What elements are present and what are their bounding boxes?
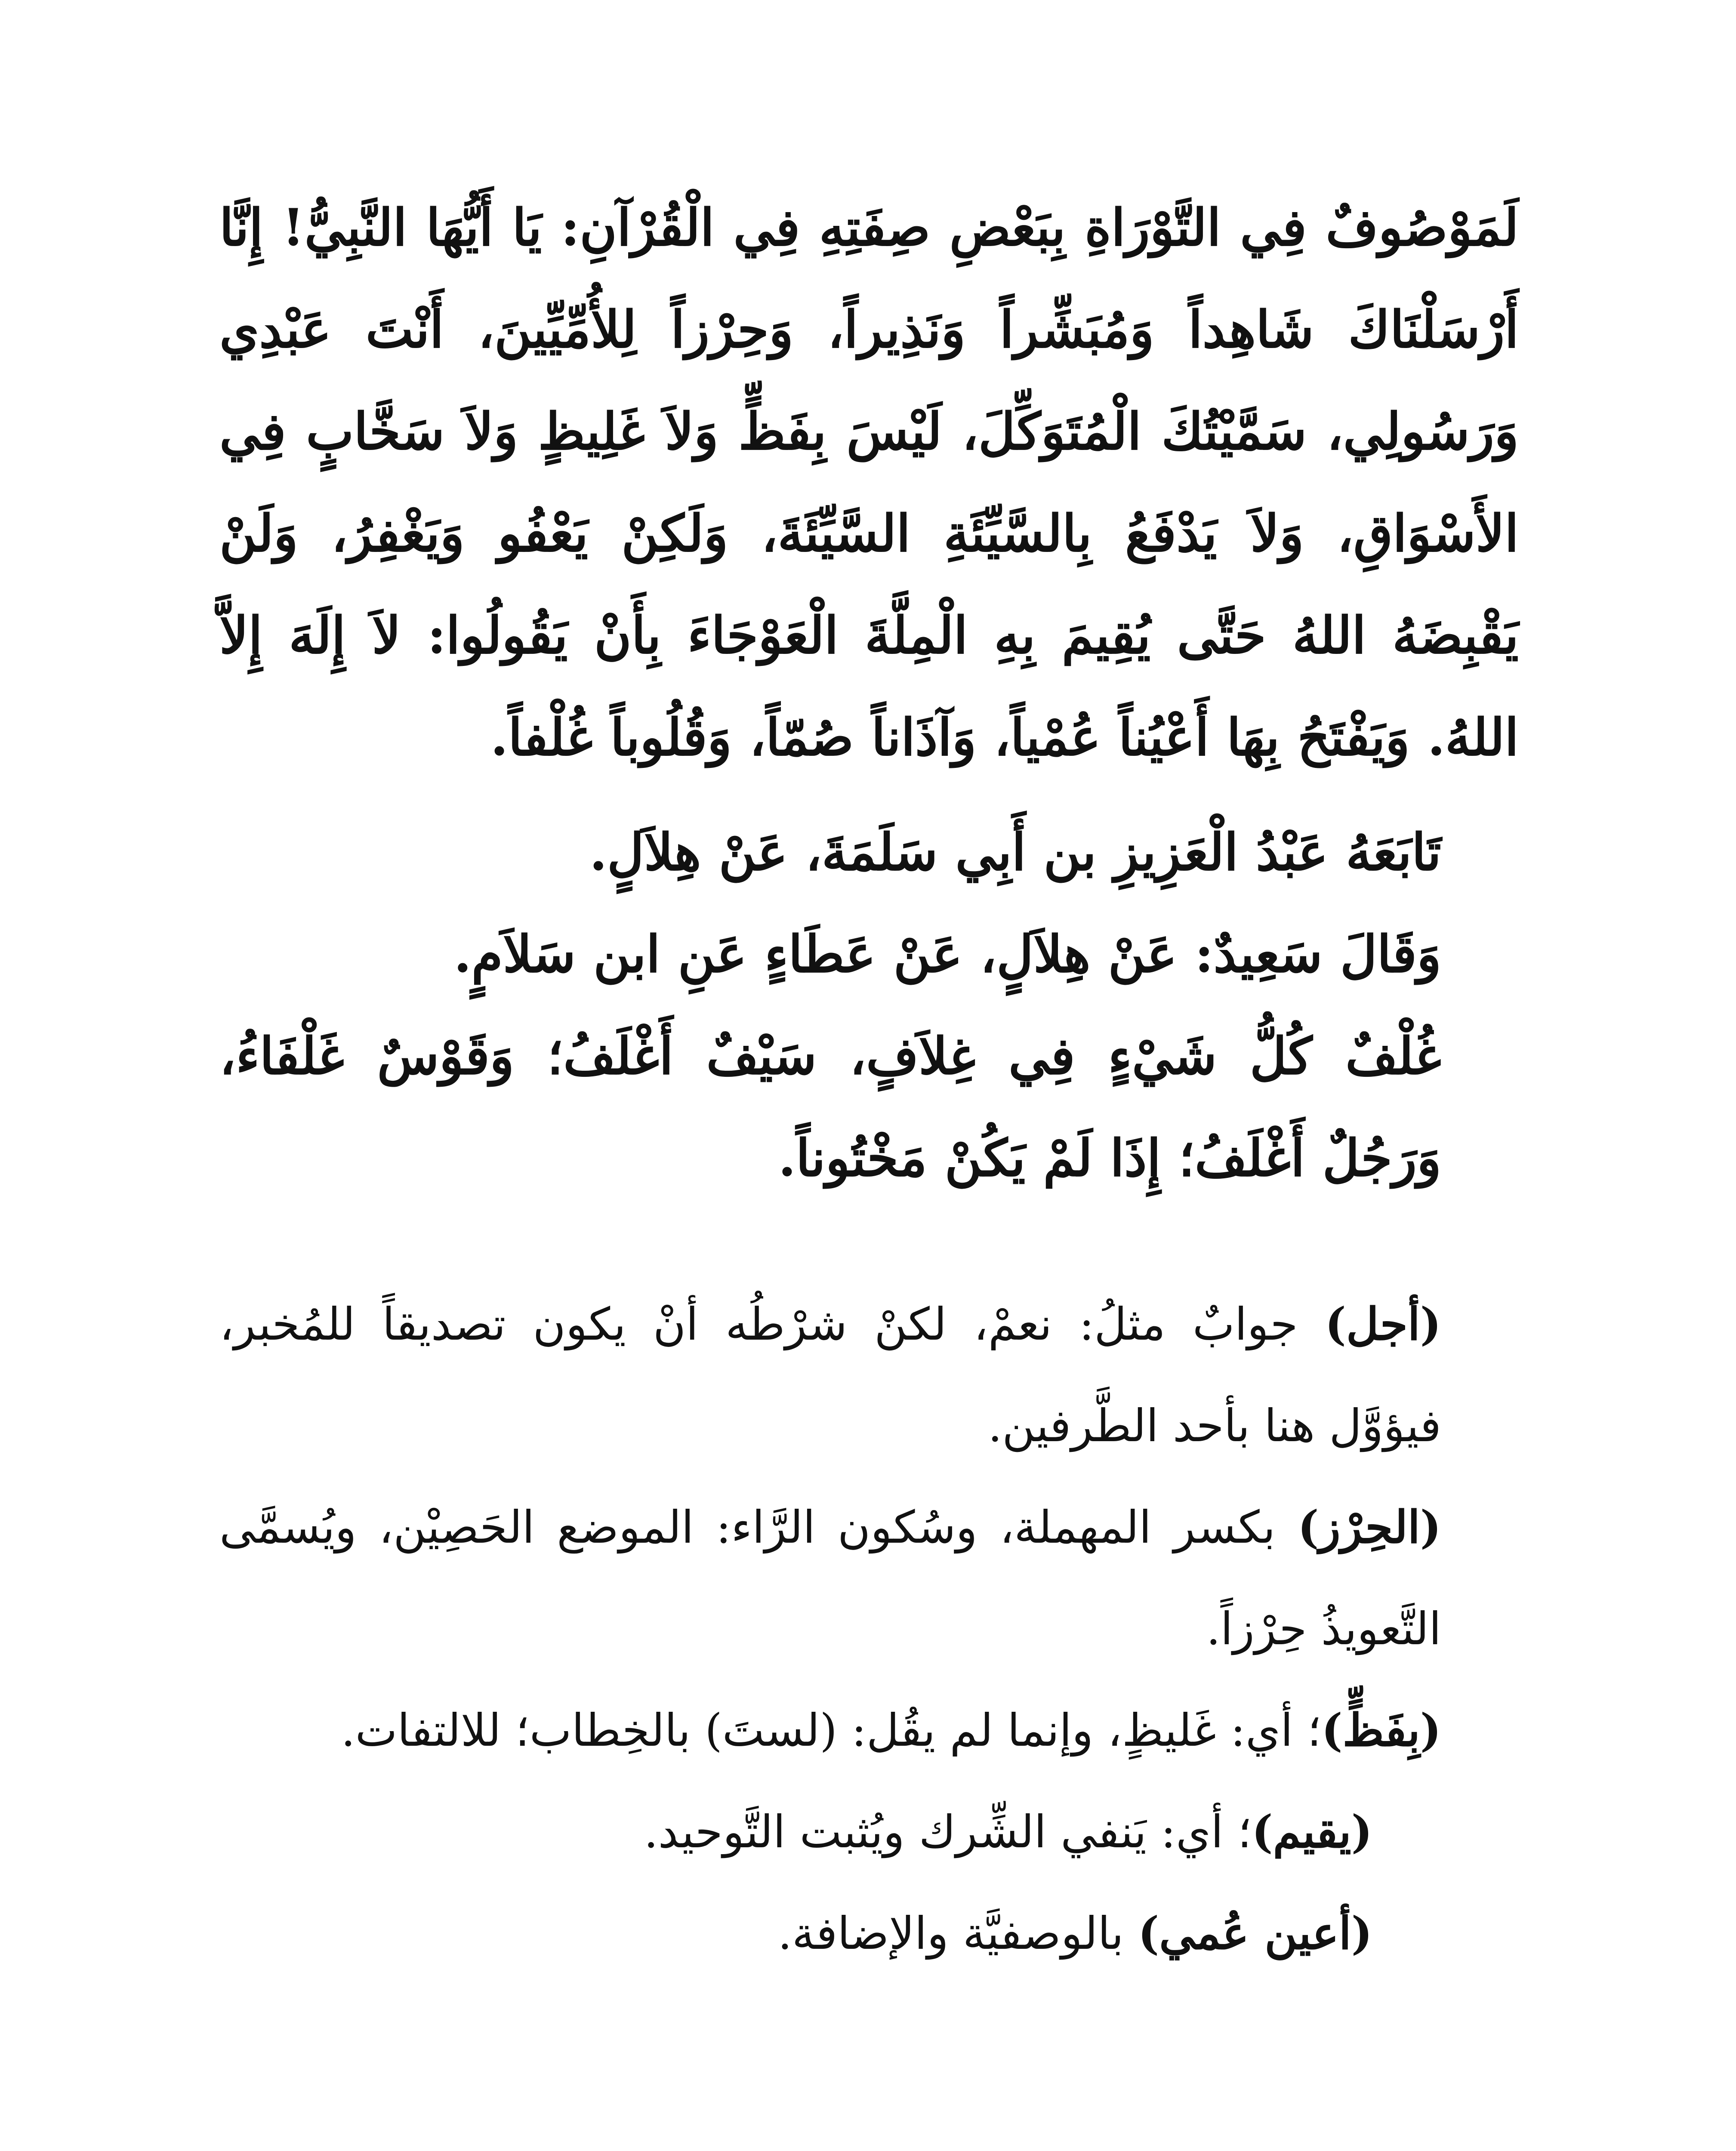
book-page <box>219 176 1519 2151</box>
narration-line-2: وَقَالَ سَعِيدٌ: عَنْ هِلاَلٍ، عَنْ عَطَاءٍ عَنِ ابن سَلاَمٍ. <box>453 924 1441 984</box>
commentary-text: بكسر المهملة، وسُكون الرَّاء: الموضع الحَصِيْن، ويُسمَّى التَّعويذُ حِرْزاً. <box>219 1501 1441 1655</box>
commentary-entry <box>219 1273 1519 1476</box>
commentary-term: (أجل) <box>1325 1297 1441 1350</box>
commentary-term: (بِفَظٍّ) <box>1321 1704 1441 1757</box>
commentary-term: (الحِرْز) <box>1298 1501 1441 1553</box>
hadith-text: لَمَوْصُوفٌ فِي التَّوْرَاةِ بِبَعْضِ صِفَتِهِ فِي الْقُرْآنِ: يَا أَيُّهَا النَّبِيُّ! إِنَّا أَرْسَلْنَاكَ شَاهِداً وَمُبَشِّراً وَنَذِيراً، وَحِرْزاً لِلأُمِّيِّينَ، أَنْتَ عَبْدِي وَرَسُولِي، سَمَّيْتُكَ الْمُتَوَكِّلَ، لَيْسَ بِفَظٍّ وَلاَ غَلِيظٍ وَلاَ سَخَّابٍ فِي الأَسْوَاقِ، وَلاَ يَدْفَعُ بِالسَّيِّئَةِ السَّيِّئَةَ، وَلَكِنْ يَعْفُو وَيَغْفِرُ، وَلَنْ يَقْبِضَهُ اللهُ حَتَّى يُقِيمَ بِهِ الْمِلَّةَ الْعَوْجَاءَ بِأَنْ يَقُولُوا: لاَ إِلَهَ إِلاَّ اللهُ. وَيَفْتَحُ بِهَا أَعْيُناً عُمْياً، وَآذَاناً صُمّاً، وَقُلُوباً غُلْفاً. <box>219 197 1519 767</box>
commentary-entry <box>219 1781 1519 1883</box>
commentary-term: (أعين عُمي) <box>1138 1907 1372 1960</box>
commentary-text: بالوصفيَّة والإضافة. <box>777 1907 1138 1960</box>
narration-line-1: تَابَعَهُ عَبْدُ الْعَزِيزِ بن أَبِي سَلَمَةَ، عَنْ هِلاَلٍ. <box>589 822 1441 882</box>
glossary-note: غُلْفٌ كُلُّ شَيْءٍ فِي غِلاَفٍ، سَيْفٌ أَغْلَفُ؛ وَقَوْسٌ غَلْفَاءُ، وَرَجُلٌ أَغْلَفُ؛ إِذَا لَمْ يَكُنْ مَخْتُوناً. <box>219 1026 1441 1188</box>
commentary-text: جوابٌ مثلُ: نعمْ، لكنْ شرْطُه أنْ يكون تصديقاً للمُخبر، فيؤوَّل هنا بأحد الطَّرفين. <box>219 1298 1441 1452</box>
commentary-text: ؛ أي: غَليظٍ، وإنما لم يقُل: (لستَ) بالخِطاب؛ للالتفات. <box>341 1704 1322 1757</box>
commentary-entry <box>219 1680 1519 1781</box>
commentary-entry <box>219 1476 1519 1680</box>
commentary-section <box>219 1273 1519 1984</box>
commentary-entry <box>219 1883 1519 1984</box>
commentary-term: (يقيم) <box>1252 1805 1372 1858</box>
hadith-section <box>219 176 1519 1209</box>
commentary-text: ؛ أي: يَنفي الشِّرك ويُثبت التَّوحيد. <box>644 1806 1252 1858</box>
